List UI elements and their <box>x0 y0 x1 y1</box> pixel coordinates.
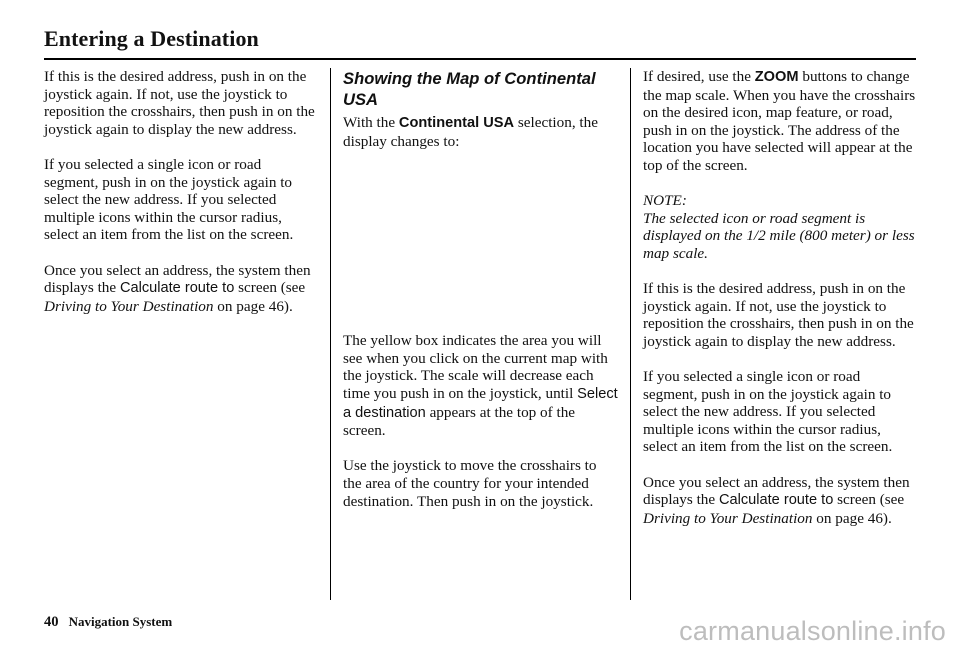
col3-paragraph-2: If this is the desired address, push in on the joystick again. If not, use the joystick to reposition the crosshairs, then push in on the joystick again to display the new address. <box>643 280 914 350</box>
col1-paragraph-1: If this is the desired address, push in on the joystick again. If not, use the joystick to reposition the crosshairs, then push in on the joystick again to display the new address. <box>44 68 315 138</box>
calculate-route-to-label: Calculate route to <box>119 280 235 297</box>
column-divider-1 <box>330 68 331 600</box>
col2-paragraph-2: The yellow box indicates the area you will see when you click on the current map with the joystick. The scale will decrease each time you push in on the joystick, until Select a destination appears at the top of the screen. <box>343 332 618 440</box>
figure-placeholder <box>343 150 618 332</box>
column-2 <box>343 68 618 510</box>
cross-reference: Driving to Your Destination <box>44 297 214 315</box>
column-1 <box>44 68 319 315</box>
column-divider-2 <box>630 68 631 600</box>
section-name: Navigation System <box>68 614 173 629</box>
title-rule <box>44 58 916 60</box>
col2-paragraph-1: With the Continental USA selection, the display changes to: <box>343 114 598 150</box>
page-footer <box>44 614 172 631</box>
col3-paragraph-3: If you selected a single icon or road segment, push in on the joystick again to select the new address. If you selected multiple icons within the cursor radius, select an item from the list on the screen. <box>643 368 893 456</box>
continental-usa-label: Continental USA <box>398 115 515 131</box>
col2-paragraph-3: Use the joystick to move the crosshairs to the area of the country for your intended destination. Then push in on the joystick. <box>343 457 597 510</box>
col3-paragraph-4: Once you select an address, the system then displays the Calculate route to screen (see Driving to Your Destination on page 46). <box>643 473 910 527</box>
column-3 <box>643 68 918 527</box>
note-label: NOTE: <box>643 192 687 210</box>
page-number: 40 <box>44 614 59 630</box>
cross-reference: Driving to Your Destination <box>643 509 813 527</box>
section-heading: Showing the Map of Continental USA <box>343 69 596 109</box>
col1-paragraph-2: If you selected a single icon or road segment, push in on the joystick again to select the new address. If you selected multiple icons within the cursor radius, select an item from the list on the screen. <box>44 155 294 244</box>
note-text: The selected icon or road segment is displayed on the 1/2 mile (800 meter) or less map scale. <box>643 209 915 262</box>
zoom-label: ZOOM <box>754 69 799 85</box>
watermark: carmanualsonline.info <box>679 616 946 646</box>
select-a-destination-label: Select a destination <box>343 385 618 421</box>
page-title: Entering a Destination <box>44 26 259 51</box>
col1-paragraph-3: Once you select an address, the system then displays the Calculate route to screen (see Driving to Your Destination on page 46). <box>44 261 311 315</box>
col3-paragraph-1: If desired, use the ZOOM buttons to change the map scale. When you have the crosshairs on the desired icon, map feature, or road, push in on the joystick. The address of the location you have selected will appear at the top of the screen. <box>643 68 916 174</box>
calculate-route-to-label: Calculate route to <box>718 492 834 509</box>
